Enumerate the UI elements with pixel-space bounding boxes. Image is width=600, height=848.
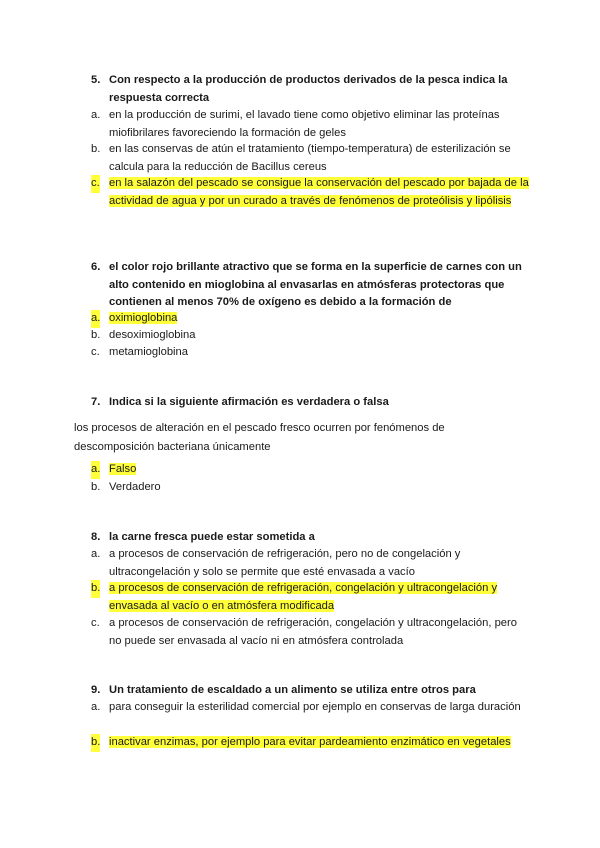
highlighted-answer-text: a procesos de conservación de refrigeración, congelación y ultracongelación y envasada al vacío o en atmósfera modificada (109, 582, 498, 612)
option-text: a procesos de conservación de refrigeración, congelación y ultracongelación, pero no puede ser envasada al vacío ni en atmósfera controlada (109, 617, 517, 647)
highlighted-answer-text: inactivar enzimas, por ejemplo para evitar pardeamiento enzimático en vegetales (109, 736, 511, 748)
question-text: Con respecto a la producción de productos derivados de la pesca indica la respuesta correcta (109, 74, 508, 104)
question-number: 8. (91, 531, 101, 543)
question-text: la carne fresca puede estar sometida a (109, 531, 315, 543)
question-text: Indica si la siguiente afirmación es verdadera o falsa (109, 396, 389, 408)
question-text: el color rojo brillante atractivo que se forma en la superficie de carnes con un alto contenido en mioglobina al envasarlas en atmósferas protectoras que contienen al menos 70% de oxígeno es debido a la formación de (109, 261, 522, 308)
question-6-option-c (91, 344, 531, 362)
option-letter: b. (91, 580, 100, 598)
option-letter: a. (91, 548, 101, 560)
option-text: Verdadero (109, 481, 161, 493)
option-text: desoximioglobina (109, 329, 196, 341)
option-text: a procesos de conservación de refrigeración, pero no de congelación y ultracongelación y solo se permite que esté envasada a vacío (109, 548, 461, 578)
question-6-title (91, 259, 531, 312)
option-letter: a. (91, 461, 100, 479)
option-letter: a. (91, 701, 101, 713)
question-5-option-c (91, 175, 531, 210)
question-9-option-a (91, 699, 531, 717)
question-number: 9. (91, 684, 101, 696)
question-9-option-b (91, 734, 531, 752)
question-6-option-a (91, 310, 531, 328)
question-8-option-b (91, 580, 531, 615)
question-number: 6. (91, 261, 101, 273)
question-8-option-a (91, 546, 531, 581)
option-text: en las conservas de atún el tratamiento (tiempo-temperatura) de esterilización se calcula para la reducción de Bacillus cereus (109, 143, 511, 173)
question-6-option-b (91, 327, 531, 345)
question-7-statement: los procesos de alteración en el pescado fresco ocurren por fenómenos de descomposición bacteriana únicamente (74, 422, 445, 453)
option-text: metamioglobina (109, 346, 188, 358)
option-letter: b. (91, 734, 100, 752)
question-7-title (91, 394, 531, 412)
highlighted-answer-text: en la salazón del pescado se consigue la conservación del pescado por bajada de la actividad de agua y por un curado a través de fenómenos de proteólisis y lipólisis (109, 177, 529, 207)
question-text: Un tratamiento de escaldado a un alimento se utiliza entre otros para (109, 684, 476, 696)
question-number: 5. (91, 74, 101, 86)
question-8-title (91, 529, 531, 547)
highlighted-answer-text: Falso (109, 463, 137, 475)
highlighted-answer-text: oximioglobina (109, 312, 178, 324)
option-letter: a. (91, 310, 100, 328)
question-5-option-a (91, 107, 531, 142)
question-7-option-b (91, 479, 531, 497)
option-letter: c. (91, 175, 100, 193)
option-text: para conseguir la esterilidad comercial por ejemplo en conservas de larga duración (109, 701, 521, 713)
question-5-title (91, 72, 531, 107)
option-letter: b. (91, 143, 101, 155)
option-letter: c. (91, 346, 100, 358)
question-7-option-a (91, 461, 531, 479)
option-letter: c. (91, 617, 100, 629)
question-8-option-c (91, 615, 531, 650)
question-9-title (91, 682, 531, 700)
question-number: 7. (91, 396, 101, 408)
option-letter: b. (91, 481, 101, 493)
question-5-option-b (91, 141, 531, 176)
option-letter: a. (91, 109, 101, 121)
option-letter: b. (91, 329, 101, 341)
option-text: en la producción de surimi, el lavado tiene como objetivo eliminar las proteínas miofibrilares favoreciendo la formación de geles (109, 109, 500, 139)
